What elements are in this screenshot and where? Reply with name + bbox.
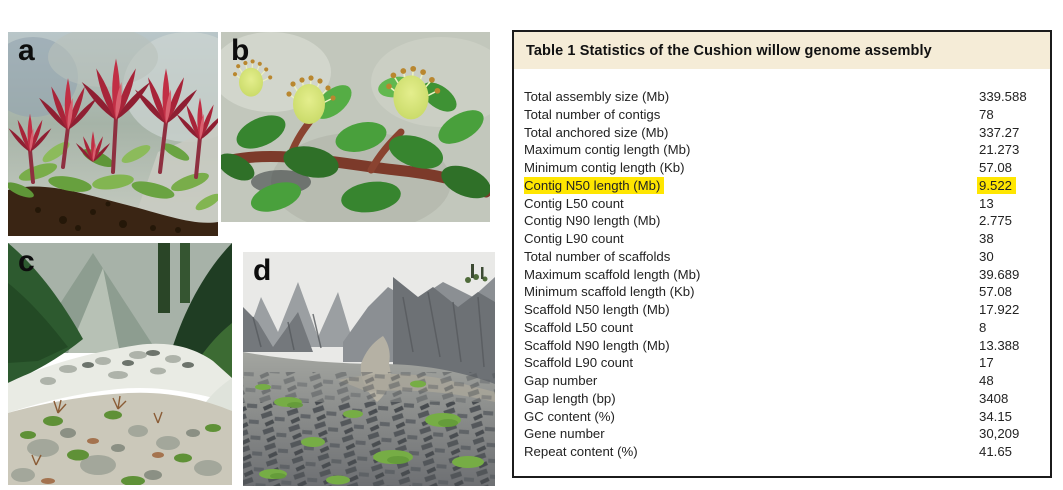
stat-value: 39.689 <box>979 266 1020 282</box>
table-row <box>524 88 1040 106</box>
stat-value: 3408 <box>979 390 1009 406</box>
table-row <box>524 408 1040 426</box>
table-row <box>524 425 1040 443</box>
table-row <box>524 177 1040 195</box>
table-row <box>524 212 1040 230</box>
table-row <box>524 159 1040 177</box>
stat-value: 17.922 <box>979 302 1020 317</box>
table-row <box>524 106 1040 124</box>
photo-panel-a <box>8 32 218 236</box>
stat-label: Scaffold N90 length (Mb) <box>524 337 670 353</box>
stat-value: 337.27 <box>979 124 1020 140</box>
table-row <box>524 266 1040 284</box>
table-title-bar <box>514 32 1050 69</box>
table-row <box>524 248 1040 266</box>
stat-value: 8 <box>979 319 987 335</box>
stat-value: 9.522 <box>979 177 1040 195</box>
photo-panel-c <box>8 243 232 485</box>
table-row <box>524 337 1040 355</box>
table-body <box>514 69 1050 467</box>
table-row <box>524 195 1040 213</box>
stat-label: Repeat content (%) <box>524 444 638 459</box>
stat-label: Scaffold N50 length (Mb) <box>524 302 670 317</box>
photo-b-illustration <box>221 32 490 222</box>
stat-value: 57.08 <box>979 160 1013 175</box>
table-title: Table 1 Statistics of the Cushion willow genome assembly <box>526 42 932 59</box>
stat-value: 38 <box>979 231 994 246</box>
table-row <box>524 230 1040 248</box>
panel-label-b: b <box>231 34 250 67</box>
photo-d-illustration <box>243 252 495 486</box>
stat-value: 13.388 <box>979 337 1020 353</box>
stat-label: Gap length (bp) <box>524 390 616 406</box>
table-row <box>524 283 1040 301</box>
stat-value: 41.65 <box>979 444 1013 459</box>
stat-value: 13 <box>979 195 994 211</box>
stat-label: Contig L50 count <box>524 195 624 211</box>
table-row <box>524 390 1040 408</box>
stat-value: 339.588 <box>979 89 1027 104</box>
table-row <box>524 301 1040 319</box>
stat-label: GC content (%) <box>524 408 615 424</box>
stat-value: 21.273 <box>979 142 1020 158</box>
stat-label: Minimum scaffold length (Kb) <box>524 284 695 300</box>
stat-value: 30,209 <box>979 426 1020 442</box>
stat-value: 2.775 <box>979 213 1013 229</box>
stat-label: Total anchored size (Mb) <box>524 124 669 140</box>
stat-value: 57.08 <box>979 284 1013 300</box>
photo-a-illustration <box>8 32 218 236</box>
stat-label: Maximum scaffold length (Mb) <box>524 266 701 282</box>
stat-label: Contig N50 length (Mb) <box>524 177 979 195</box>
stat-value: 17 <box>979 355 994 371</box>
stat-value: 48 <box>979 373 994 388</box>
stat-label: Total number of scaffolds <box>524 248 671 264</box>
stat-value: 30 <box>979 248 994 264</box>
stat-label: Contig L90 count <box>524 231 624 246</box>
stat-label: Maximum contig length (Mb) <box>524 142 691 158</box>
panel-label-c: c <box>18 245 36 278</box>
photo-panel-d <box>243 252 495 486</box>
table-row <box>524 319 1040 337</box>
table-row <box>524 354 1040 372</box>
table-row <box>524 443 1040 461</box>
stat-label: Contig N90 length (Mb) <box>524 213 661 229</box>
stat-label: Total number of contigs <box>524 106 661 122</box>
stat-value: 78 <box>979 106 994 122</box>
photo-panel-b <box>221 32 490 222</box>
stat-label: Gap number <box>524 373 598 388</box>
table-row <box>524 124 1040 142</box>
table-row <box>524 141 1040 159</box>
stat-value: 34.15 <box>979 408 1013 424</box>
stat-label: Scaffold L90 count <box>524 355 634 371</box>
stat-label: Minimum contig length (Kb) <box>524 160 685 175</box>
table-row <box>524 372 1040 390</box>
stat-label: Total assembly size (Mb) <box>524 89 670 104</box>
panel-label-d: d <box>253 254 272 287</box>
panel-label-a: a <box>18 34 36 67</box>
stat-label: Gene number <box>524 426 605 442</box>
stat-label: Scaffold L50 count <box>524 319 634 335</box>
photo-c-illustration <box>8 243 232 485</box>
genome-stats-table <box>512 30 1052 478</box>
